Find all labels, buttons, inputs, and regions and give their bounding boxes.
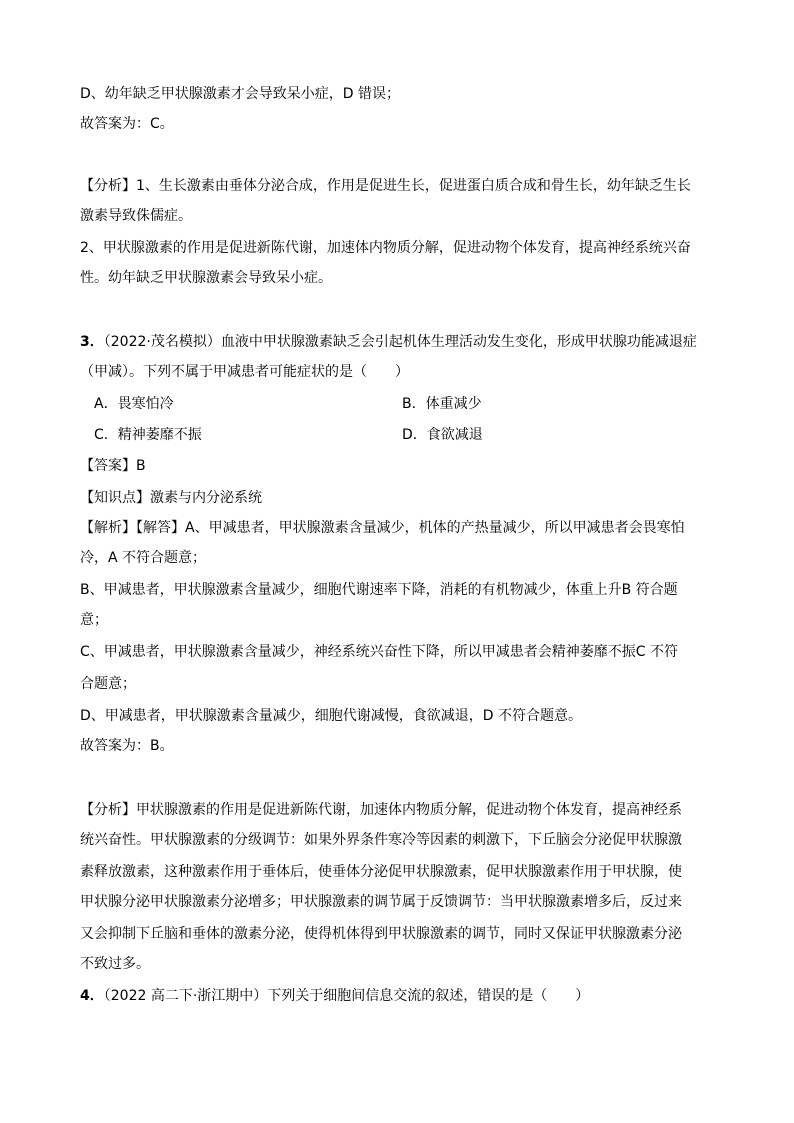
question-number: 3． [80,334,104,350]
question-source: （2022·茂名模拟） [103,334,221,350]
text-line: 意； [80,612,108,628]
text-line: 【分析】甲状腺激素的作用是促进新陈代谢，加速体内物质分解，促进动物个体发育，提高神经系 [80,802,682,818]
text-line: D、甲减患者，甲状腺激素含量减少，细胞代谢减慢，食欲减退，D 不符合题意。 [80,708,583,724]
option-b: B．体重减少 [402,396,482,412]
question-number: 4． [80,988,104,1004]
question-text: 下列关于细胞间信息交流的叙述，错误的是（ ） [267,988,590,1004]
text-line: 又会抑制下丘脑和垂体的激素分泌，使得机体得到甲状腺激素的调节，同时又保证甲状腺激素分泌 [80,926,682,942]
text-line: 【分析】1、生长激素由垂体分泌合成，作用是促进生长，促进蛋白质合成和骨生长，幼年缺乏生长 [80,178,691,194]
knowledge-line: 【知识点】激素与内分泌系统 [80,490,262,506]
question-3-stem [80,332,720,352]
question-text: 血液中甲状腺激素缺乏会引起机体生理活动发生变化，形成甲状腺功能减退症 [220,334,697,350]
option-c: C．精神萎靡不振 [94,427,202,443]
text-line: 2、甲状腺激素的作用是促进新陈代谢，加速体内物质分解，促进动物个体发育，提高神经系统兴奋 [80,240,691,256]
text-line: 激素导致侏儒症。 [80,208,192,224]
option-d: D．食欲减退 [402,427,483,443]
answer-line: 【答案】B [80,458,146,474]
text-line: 【解析】【解答】A、甲减患者，甲状腺激素含量减少，机体的产热量减少，所以甲减患者会畏寒怕 [80,520,685,536]
option-a: A．畏寒怕冷 [94,396,174,412]
text-line: 故答案为：C。 [80,116,174,132]
text-line: 冷，A 不符合题意； [80,550,207,566]
text-line: D、幼年缺乏甲状腺激素才会导致呆小症，D 错误； [80,86,401,102]
text-line: C、甲减患者，甲状腺激素含量减少，神经系统兴奋性下降，所以甲减患者会精神萎靡不振C 不符 [80,644,678,660]
text-line: 甲状腺分泌甲状腺激素分泌增多；甲状腺激素的调节属于反馈调节：当甲状腺激素增多后，反过来 [80,894,682,910]
text-line: 性。幼年缺乏甲状腺激素会导致呆小症。 [80,270,332,286]
question-4-stem [80,986,720,1006]
text-line: 合题意； [80,676,136,692]
question-source: （2022 高二下·浙江期中） [103,988,268,1004]
text-line: 统兴奋性。甲状腺激素的分级调节：如果外界条件寒冷等因素的刺激下，下丘脑会分泌促甲状腺激 [80,832,682,848]
text-line: B、甲减患者，甲状腺激素含量减少，细胞代谢速率下降，消耗的有机物减少，体重上升B 符合题 [80,582,678,598]
text-line: （甲减）。下列不属于甲减患者可能症状的是（ ） [80,364,409,380]
text-line: 素释放激素，这种激素作用于垂体后，使垂体分泌促甲状腺激素，促甲状腺激素作用于甲状腺，使 [80,864,682,880]
text-line: 故答案为：B。 [80,738,174,754]
text-line: 不致过多。 [80,956,150,972]
